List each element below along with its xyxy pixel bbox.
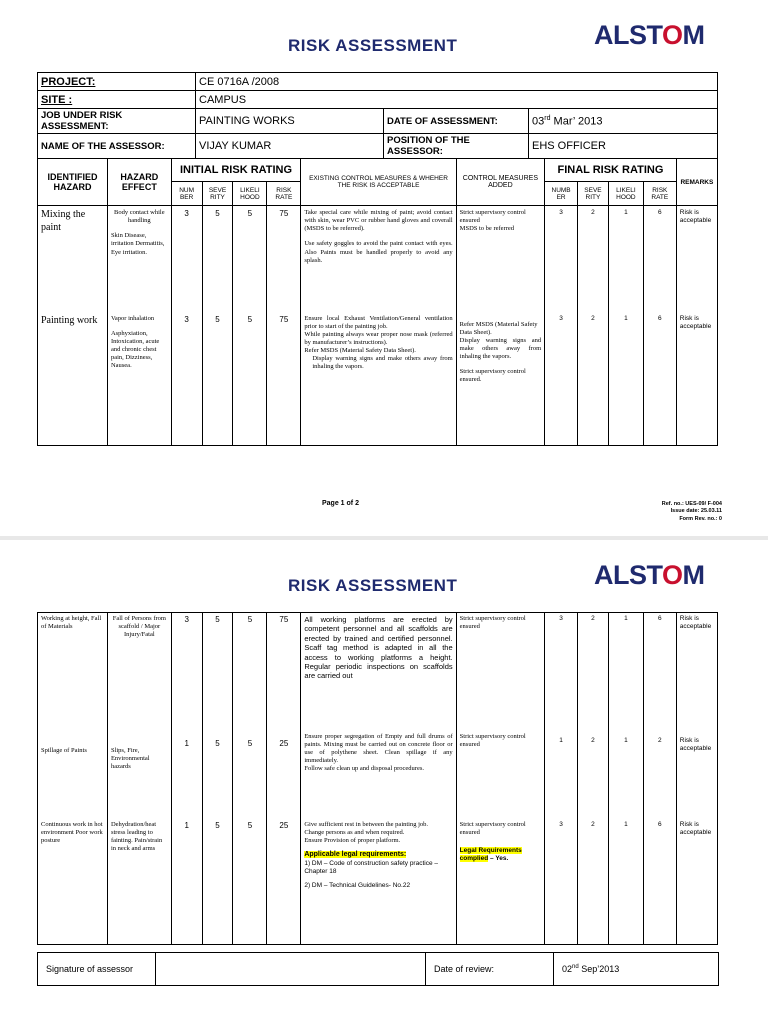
signature-field[interactable]	[156, 953, 426, 986]
hazard-cell: Working at height, Fall of Materials	[38, 613, 108, 731]
hazard-cell: Continuous work in hot environment Poor work posture	[38, 819, 108, 945]
init-riskrate-header: RISK RATE	[267, 182, 301, 206]
position-label: POSITION OF THE ASSESSOR:	[384, 134, 529, 159]
remarks-cell: Risk is acceptable	[676, 613, 717, 731]
control-added-cell: Strict supervisory control ensured Legal Requirements complied – Yes.	[456, 819, 544, 945]
remarks-header: REMARKS	[676, 159, 717, 206]
init-severity-header: SEVE RITY	[202, 182, 233, 206]
table-row	[38, 731, 718, 819]
signature-table	[37, 952, 719, 986]
site-value: CAMPUS	[196, 91, 718, 109]
init-likelihood: 5	[233, 206, 267, 312]
existing-control-cell: Take special care while mixing of paint; avoid contact with skin, wear PVC or rubber hand gloves and coverall (MSDS to be referred). Use safety goggles to avoid the paint contact with eyes. Also Paints must be handled properly to avoid any splash.	[301, 206, 456, 312]
final-number: 1	[545, 731, 578, 819]
init-severity: 5	[202, 731, 233, 819]
hazard-cell: Painting work	[38, 312, 108, 446]
init-severity: 5	[202, 312, 233, 446]
init-severity: 5	[202, 819, 233, 945]
existing-control-header: EXISTING CONTROL MEASURES & WHEHER THE RISK IS ACCEPTABLE	[301, 159, 456, 206]
final-severity: 2	[578, 731, 609, 819]
init-number: 3	[171, 613, 202, 731]
existing-control-cell: Ensure local Exhaust Ventilation/General ventilation prior to start of the painting job. While painting always wear proper nose mask (referred by manufacturer’s instructions). Refer MSDS (Material Safety Data Sheet). Display warning signs and make others away from inhaling the vapors.	[301, 312, 456, 446]
document-title: RISK ASSESSMENT	[288, 36, 458, 55]
remarks-cell: Risk is acceptable	[676, 312, 717, 446]
init-likelihood-header: LIKELI HOOD	[233, 182, 267, 206]
init-riskrate: 25	[267, 731, 301, 819]
signature-label: Signature of assessor	[38, 953, 156, 986]
review-date-label: Date of review:	[426, 953, 554, 986]
final-riskrate: 6	[643, 613, 676, 731]
existing-control-cell: Give sufficient rest in between the painting job. Change persons as and when required. Ensure Provision of proper platform. Applicable legal requirements: 1) DM – Code of construction safety practice – Chapter 18 2) DM – Technical Guidelines- No.22	[301, 819, 456, 945]
document-title: RISK ASSESSMENT	[288, 576, 458, 595]
date-value: 03rd Mar’ 2013	[529, 109, 718, 134]
final-number: 3	[545, 312, 578, 446]
project-value: CE 0716A /2008	[196, 73, 718, 91]
final-riskrate: 6	[643, 819, 676, 945]
remarks-cell: Risk is acceptable	[676, 819, 717, 945]
legal-complied-highlight: Legal Requirements complied	[459, 846, 522, 862]
existing-control-cell: Ensure proper segregation of Empty and full drums of paints. Mixing must be carried out on concrete floor or use of polythene sheet. Clean spillage if any immediately. Follow safe clean up and disposal procedures.	[301, 731, 456, 819]
hazard-cell: Spillage of Paints	[38, 731, 108, 819]
control-added-cell: Strict supervisory control ensured MSDS to be referred	[456, 206, 544, 312]
final-likelihood: 1	[608, 206, 643, 312]
init-riskrate: 25	[267, 819, 301, 945]
effect-cell: Body contact while handling Skin Disease, irritation Dermatitis, Eye irritation.	[107, 206, 171, 312]
init-riskrate: 75	[267, 613, 301, 731]
table-row	[38, 206, 718, 312]
final-severity-header: SEVE RITY	[578, 182, 609, 206]
final-severity: 2	[578, 206, 609, 312]
init-number: 3	[171, 312, 202, 446]
job-label: JOB UNDER RISK ASSESSMENT:	[38, 109, 196, 134]
control-added-header: CONTROL MEASURES ADDED	[456, 159, 544, 206]
form-reference: Ref. no.: UES-09/ F-004 Issue date: 25.03.11 Form Rev. no.: 0	[661, 501, 722, 522]
remarks-cell: Risk is acceptable	[676, 731, 717, 819]
final-severity: 2	[578, 312, 609, 446]
effect-cell: Dehydration/heat stress leading to fainting. Pain/strain in neck and arms	[107, 819, 171, 945]
project-label: PROJECT:	[38, 73, 196, 91]
init-riskrate: 75	[267, 312, 301, 446]
page-number: Page 1 of 2	[322, 500, 359, 507]
final-number: 3	[545, 613, 578, 731]
init-likelihood: 5	[233, 731, 267, 819]
control-added-cell: Strict supervisory control ensured	[456, 613, 544, 731]
hazard-cell: Mixing the paint	[38, 206, 108, 312]
init-number: 1	[171, 731, 202, 819]
legal-requirements-heading: Applicable legal requirements:	[304, 850, 407, 858]
final-severity: 2	[578, 819, 609, 945]
final-number-header: NUMB ER	[545, 182, 578, 206]
review-date-value: 02nd Sep’2013	[554, 953, 719, 986]
document-page-2	[0, 540, 768, 1024]
final-likelihood: 1	[608, 731, 643, 819]
table-row	[38, 312, 718, 446]
init-number: 1	[171, 819, 202, 945]
final-likelihood: 1	[608, 613, 643, 731]
risk-table	[37, 158, 718, 446]
final-number: 3	[545, 819, 578, 945]
table-row	[38, 819, 718, 945]
init-severity: 5	[202, 206, 233, 312]
initial-rating-header: INITIAL RISK RATING	[171, 159, 301, 182]
identified-hazard-header: IDENTIFIED HAZARD	[38, 159, 108, 206]
init-severity: 5	[202, 613, 233, 731]
final-riskrate: 2	[643, 731, 676, 819]
final-rating-header: FINAL RISK RATING	[545, 159, 677, 182]
final-riskrate: 6	[643, 312, 676, 446]
final-likelihood-header: LIKELI HOOD	[608, 182, 643, 206]
assessor-value: VIJAY KUMAR	[196, 134, 384, 159]
effect-cell: Slips, Fire, Environmental hazards	[107, 731, 171, 819]
final-likelihood: 1	[608, 312, 643, 446]
risk-table-continued	[37, 612, 718, 945]
final-riskrate-header: RISK RATE	[643, 182, 676, 206]
control-added-cell: Strict supervisory control ensured	[456, 731, 544, 819]
final-riskrate: 6	[643, 206, 676, 312]
assessment-info-table	[37, 72, 718, 159]
position-value: EHS OFFICER	[529, 134, 718, 159]
table-row	[38, 613, 718, 731]
job-value: PAINTING WORKS	[196, 109, 384, 134]
init-riskrate: 75	[267, 206, 301, 312]
effect-cell: Vapor inhalation Asphyxiation, Intoxication, acute and chronic chest pain, Dizziness, Nausea.	[107, 312, 171, 446]
effect-cell: Fall of Persons from scaffold / Major Injury/Fatal	[107, 613, 171, 731]
init-likelihood: 5	[233, 312, 267, 446]
alstom-logo: ALSTOM	[594, 20, 705, 50]
init-likelihood: 5	[233, 613, 267, 731]
init-number-header: NUM BER	[171, 182, 202, 206]
site-label: SITE :	[38, 91, 196, 109]
final-severity: 2	[578, 613, 609, 731]
remarks-cell: Risk is acceptable	[676, 206, 717, 312]
hazard-effect-header: HAZARD EFFECT	[107, 159, 171, 206]
final-likelihood: 1	[608, 819, 643, 945]
alstom-logo: ALSTOM	[594, 560, 705, 590]
init-likelihood: 5	[233, 819, 267, 945]
date-label: DATE OF ASSESSMENT:	[384, 109, 529, 134]
existing-control-cell: All working platforms are erected by competent personnel and all scaffolds are erected by trained and certified personnel. Scaff tag method is adapted in all the access to working platforms a height. Regular periodic inspections on scaffolds are carried out	[301, 613, 456, 731]
control-added-cell: Refer MSDS (Material Safety Data Sheet). Display warning signs and make others away from inhaling the vapors. Strict supervisory control ensured.	[456, 312, 544, 446]
init-number: 3	[171, 206, 202, 312]
assessor-label: NAME OF THE ASSESSOR:	[38, 134, 196, 159]
final-number: 3	[545, 206, 578, 312]
